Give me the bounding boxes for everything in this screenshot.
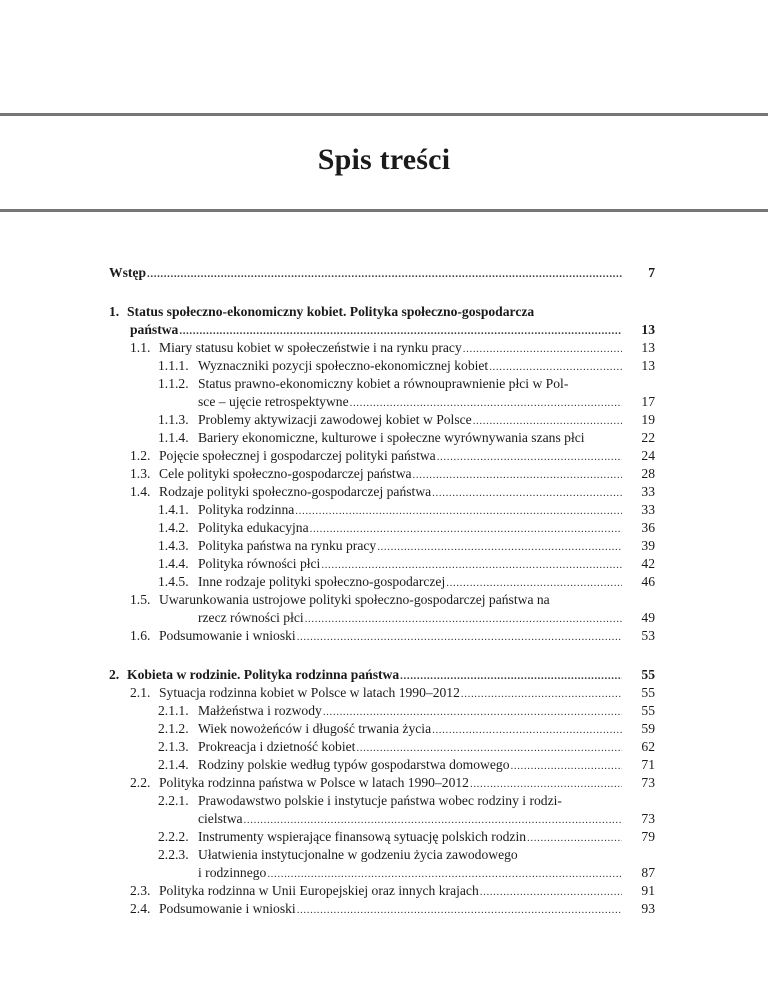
toc-entry-page-number: 33 [641,502,655,517]
toc-entry-number: 1.3. [130,466,151,481]
bottom-rule [0,209,768,212]
toc-entry-title: Pojęcie społecznej i gospodarczej polityki państwa [159,448,436,463]
toc-entry-number: 1.1. [130,340,151,355]
toc-entry-title: Polityka rodzinna [198,502,295,517]
toc-entry [0,519,768,537]
toc-entry-title: Sytuacja rodzinna kobiet w Polsce w latach 1990–2012 [159,685,460,700]
toc-entry [0,720,768,738]
toc-entry-title: Rodziny polskie według typów gospodarstwa domowego [198,757,510,772]
toc-entry [0,792,768,810]
toc-entry-title: Polityka rodzinna państwa w Polsce w latach 1990–2012 [159,775,469,790]
toc-entry-number: 2.2.2. [158,829,189,844]
toc-entry-page-number: 73 [641,811,655,826]
toc-entry-page-number: 24 [641,448,655,463]
toc-entry-page-number: 91 [641,883,655,898]
toc-entry-page-number: 36 [641,520,655,535]
dot-leader [323,703,622,721]
toc-entry-page-number: 55 [641,667,655,682]
dot-leader [310,520,622,538]
toc-entry [0,339,768,357]
toc-entry-title: Polityka państwa na rynku pracy [198,538,377,553]
toc-entry-number: 1.4.4. [158,556,189,571]
toc-entry-number: 1.4.5. [158,574,189,589]
toc-entry-number: 1.4.2. [158,520,189,535]
toc-entry-title: państwa [130,322,179,337]
toc-entry [0,429,768,447]
toc-entry-number: 2.1.1. [158,703,189,718]
toc-entry-number: 2.1. [130,685,151,700]
toc-entry-page-number: 39 [641,538,655,553]
toc-entry-page-number: 19 [641,412,655,427]
toc-entry-number: 2.2. [130,775,151,790]
toc-entry-number: 2.4. [130,901,151,916]
toc-entry-page-number: 22 [641,430,655,445]
toc-entry-title: Bariery ekonomiczne, kulturowe i społeczne wyrównywania szans płci [198,430,585,445]
toc-entry [0,882,768,900]
dot-leader [527,829,622,847]
dot-leader [179,322,622,340]
toc-entry-page-number: 13 [641,340,655,355]
toc-entry-title: i rodzinnego [198,865,267,880]
toc-entry-page-number: 62 [641,739,655,754]
dot-leader [470,775,622,793]
toc-entry [0,828,768,846]
toc-entry [0,591,768,609]
toc-entry-title: Polityka edukacyjna [198,520,309,535]
toc-entry [0,357,768,375]
dot-leader [432,484,622,502]
toc-entry-page-number: 13 [641,358,655,373]
top-rule [0,113,768,116]
toc-entry-title: Podsumowanie i wnioski [159,901,296,916]
toc-entry-title: Status prawno-ekonomiczny kobiet a równouprawnienie płci w Pol- [198,376,569,391]
toc-entry [0,756,768,774]
toc-entry-page-number: 7 [648,265,655,280]
dot-leader [511,757,623,775]
dot-leader [413,466,622,484]
toc-entry-number: 1.1.3. [158,412,189,427]
toc-entry-number: 2.1.4. [158,757,189,772]
dot-leader [473,412,622,430]
toc-entry [0,447,768,465]
toc-entry-number: 1. [109,304,120,319]
toc-entry-number: 1.2. [130,448,151,463]
toc-entry-title: Wiek nowożeńców i długość trwania życia [198,721,432,736]
toc-entry-number: 1.4. [130,484,151,499]
toc-entry-title: Kobieta w rodzinie. Polityka rodzinna państwa [127,667,400,682]
dot-leader [321,556,622,574]
toc-entry-page-number: 42 [641,556,655,571]
toc-entry-page-number: 49 [641,610,655,625]
toc-entry-number: 1.1.1. [158,358,189,373]
dot-leader [295,502,622,520]
toc-entry-number: 1.4.1. [158,502,189,517]
toc-entry-page-number: 59 [641,721,655,736]
dot-leader [356,739,622,757]
toc-entry-title: Problemy aktywizacji zawodowej kobiet w Polsce [198,412,472,427]
dot-leader [437,448,622,466]
toc-entry-title: Polityka rodzinna w Unii Europejskiej oraz innych krajach [159,883,479,898]
toc-entry-page-number: 13 [641,322,655,337]
toc-entry-number: 2.1.2. [158,721,189,736]
toc-entry [0,465,768,483]
toc-entry [0,264,768,282]
page-title: Spis treści [317,143,451,176]
toc-entry [0,846,768,864]
toc-entry-title: sce – ujęcie retrospektywne [198,394,349,409]
toc-entry-number: 2.3. [130,883,151,898]
toc-entry-title: rzecz równości płci [198,610,304,625]
toc-entry-title: cielstwa [198,811,243,826]
toc-entry-title: Małżeństwa i rozwody [198,703,322,718]
toc-entry-title: Prokreacja i dzietność kobiet [198,739,356,754]
dot-leader [350,394,622,412]
toc-entry [0,537,768,555]
toc-entry-number: 2.1.3. [158,739,189,754]
dot-leader [432,721,622,739]
toc-entry-title: Cele polityki społeczno-gospodarczej państwa [159,466,412,481]
toc-entry [0,483,768,501]
toc-entry-title: Inne rodzaje polityki społeczno-gospodarczej [198,574,446,589]
toc-entry-title: Podsumowanie i wnioski [159,628,296,643]
toc-entry-number: 1.1.4. [158,430,189,445]
toc-entry [0,303,768,321]
toc-entry [0,393,768,411]
toc-entry [0,573,768,591]
toc-entry-title: Wyznaczniki pozycji społeczno-ekonomicznej kobiet [198,358,489,373]
dot-leader [267,865,622,883]
toc-entry-page-number: 87 [641,865,655,880]
toc-entry-page-number: 71 [641,757,655,772]
toc-entry [0,774,768,792]
toc-entry-title: Miary statusu kobiet w społeczeństwie i na rynku pracy [159,340,462,355]
toc-entry-page-number: 93 [641,901,655,916]
dot-leader [297,628,622,646]
toc-entry-page-number: 33 [641,484,655,499]
toc-entry [0,666,768,684]
dot-leader [400,667,622,685]
toc-entry-title: Rodzaje polityki społeczno-gospodarczej państwa [159,484,432,499]
toc-entry [0,555,768,573]
dot-leader [461,685,622,703]
toc-entry-page-number: 46 [641,574,655,589]
toc-entry-number: 1.4.3. [158,538,189,553]
dot-leader [244,811,622,829]
dot-leader [377,538,622,556]
toc-entry [0,702,768,720]
toc-entry-number: 2.2.1. [158,793,189,808]
toc-entry-number: 1.6. [130,628,151,643]
toc-entry-title: Prawodawstwo polskie i instytucje państwa wobec rodziny i rodzi- [198,793,562,808]
dot-leader [147,265,622,283]
toc-entry-title: Ułatwienia instytucjonalne w godzeniu życia zawodowego [198,847,518,862]
toc-entry [0,321,768,339]
dot-leader [446,574,622,592]
toc-entry-page-number: 55 [641,703,655,718]
toc-entry [0,375,768,393]
toc-entry [0,501,768,519]
toc-entry [0,864,768,882]
toc-entry [0,627,768,645]
toc-entry-number: 2.2.3. [158,847,189,862]
toc-entry-page-number: 79 [641,829,655,844]
toc-entry-number: 1.1.2. [158,376,189,391]
toc-entry-page-number: 55 [641,685,655,700]
toc-entry [0,609,768,627]
toc-entry-page-number: 28 [641,466,655,481]
toc-entry [0,810,768,828]
dot-leader [480,883,622,901]
dot-leader [305,610,622,628]
toc-entry [0,900,768,918]
toc-entry [0,738,768,756]
toc-entry [0,411,768,429]
dot-leader [297,901,622,919]
toc-entry-title: Uwarunkowania ustrojowe polityki społeczno-gospodarczej państwa na [159,592,550,607]
toc-entry-page-number: 17 [641,394,655,409]
toc-entry-page-number: 53 [641,628,655,643]
toc-entry-number: 1.5. [130,592,151,607]
toc-entry-title: Wstęp [109,265,147,280]
toc-entry [0,684,768,702]
toc-entry-number: 2. [109,667,120,682]
toc-entry-page-number: 73 [641,775,655,790]
dot-leader [489,358,622,376]
toc-entry-title: Polityka równości płci [198,556,321,571]
dot-leader [463,340,622,358]
toc-entry-title: Instrumenty wspierające finansową sytuację polskich rodzin [198,829,527,844]
toc-entry-title: Status społeczno-ekonomiczny kobiet. Polityka społeczno-gospodarcza [127,304,535,319]
